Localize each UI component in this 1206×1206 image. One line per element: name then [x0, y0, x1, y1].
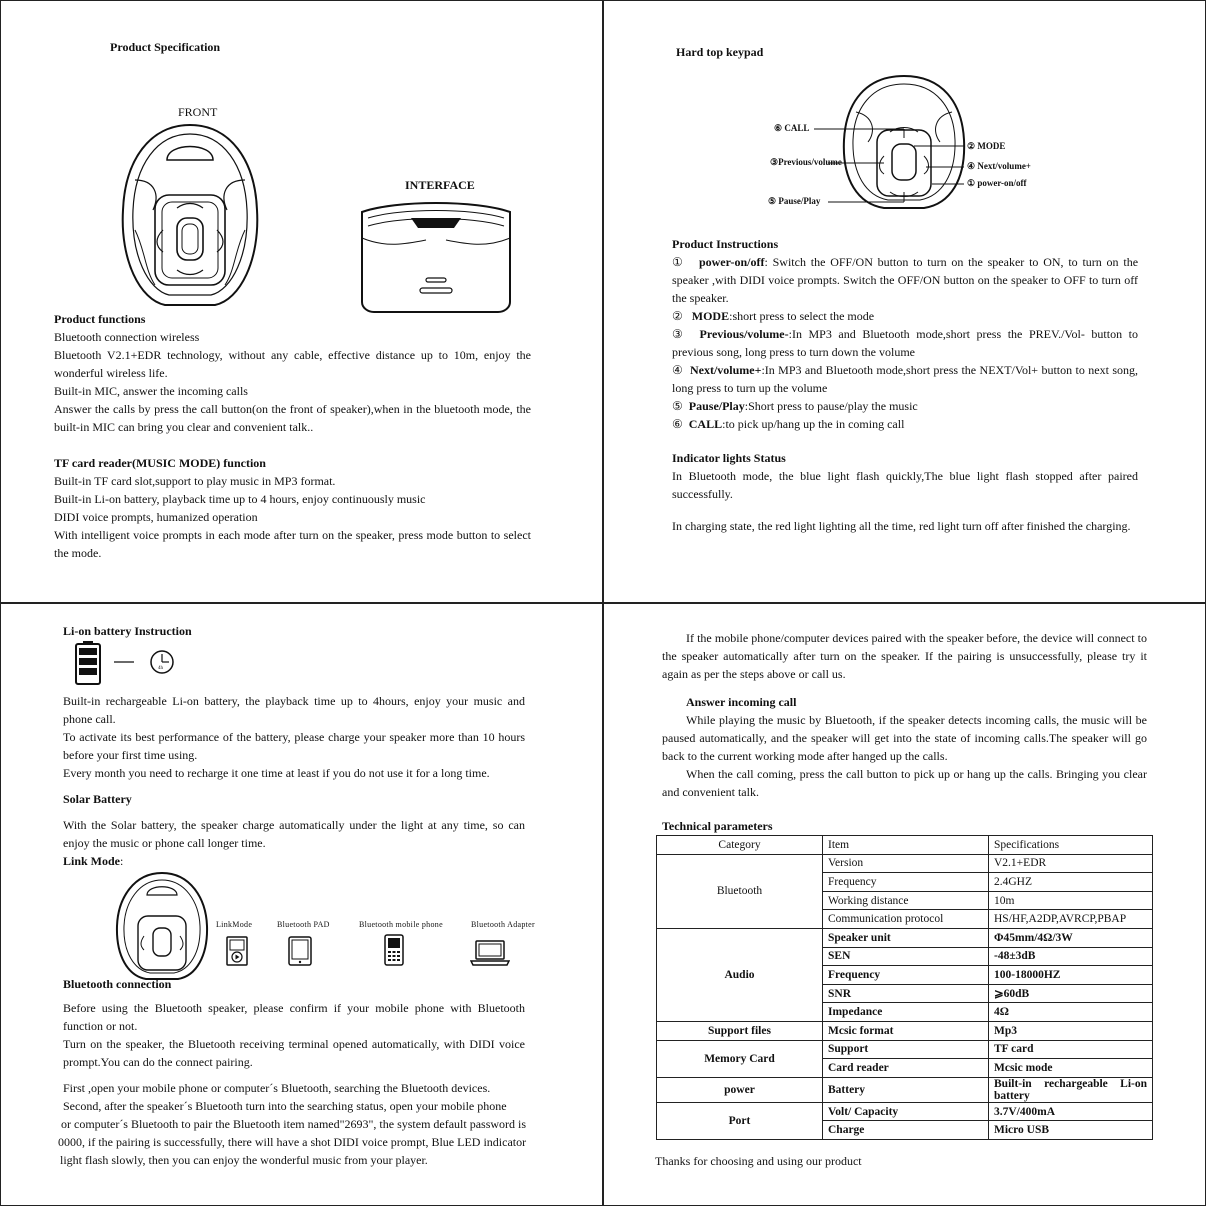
- thanks-note: Thanks for choosing and using our product: [655, 1154, 862, 1168]
- label-call: ⑥ CALL: [774, 123, 810, 133]
- instruction-pause: ⑤ Pause/Play:Short press to pause/play the music: [672, 399, 918, 413]
- call-section: [662, 629, 1147, 801]
- battery-line: Every month you need to recharge it one time at least if you do not use it for a long time.: [63, 766, 490, 780]
- table-row: [657, 1021, 1153, 1040]
- item-cell: SEN: [823, 947, 989, 966]
- indicator-charging: In charging state, the red light lighting all the time, red light turn off after finished the charging.: [672, 519, 1131, 533]
- mobile-phone-icon: [384, 934, 404, 966]
- quadrant-keypad-instructions: [604, 0, 1206, 602]
- tablet-icon: [288, 936, 312, 966]
- category-cell: Memory Card: [657, 1040, 823, 1077]
- item-cell: Charge: [823, 1121, 989, 1140]
- table-row: [657, 1040, 1153, 1059]
- link-mode-heading: Link Mode:: [63, 854, 124, 868]
- battery-line: Built-in rechargeable Li-on battery, the playback time up to 4hours, enjoy your music and phone call.: [63, 694, 525, 726]
- label-next: ④ Next/volume+: [967, 161, 1031, 171]
- tf-line: With intelligent voice prompts in each mode after turn on the speaker, press mode button to select the mode.: [54, 528, 531, 560]
- instruction-previous: ③ Previous/volume-:In MP3 and Bluetooth mode,short press the PREV./Vol- button to previous song, long press to turn down the volume: [672, 327, 1139, 359]
- instruction-mode: ② MODE:short press to select the mode: [672, 309, 875, 323]
- spec-cell: 2.4GHZ: [989, 873, 1153, 892]
- table-row: [657, 1102, 1153, 1121]
- functions-heading: Product functions: [54, 312, 146, 326]
- front-label: FRONT: [178, 105, 218, 119]
- spec-cell: Mp3: [989, 1021, 1153, 1040]
- link-label-phone: Bluetooth mobile phone: [359, 920, 443, 929]
- instructions-heading: Product Instructions: [672, 237, 779, 251]
- category-cell: Port: [657, 1102, 823, 1139]
- item-cell: SNR: [823, 984, 989, 1003]
- bt-step: or computer´s Bluetooth to pair the Bluetooth item named"2693", the system default password is: [61, 1117, 527, 1131]
- function-line: Bluetooth V2.1+EDR technology, without any cable, effective distance up to 10m, enjoy the wonderful wireless life.: [54, 348, 531, 380]
- instruction-next: ④ Next/volume+:In MP3 and Bluetooth mode,short press the NEXT/Vol+ button to next song, long press to turn up the volume: [672, 363, 1138, 395]
- speaker-front-illustration: [115, 120, 265, 310]
- item-cell: Frequency: [823, 966, 989, 985]
- spec-cell: Φ45mm/4Ω/3W: [989, 928, 1153, 947]
- label-pause-play: ⑤ Pause/Play: [768, 196, 821, 206]
- clock-label: 4h: [158, 666, 163, 671]
- indicator-heading: Indicator lights Status: [672, 451, 786, 465]
- tf-line: DIDI voice prompts, humanized operation: [54, 510, 258, 524]
- battery-text: [63, 692, 525, 870]
- spec-cell: Micro USB: [989, 1121, 1153, 1140]
- category-cell: power: [657, 1077, 823, 1102]
- bluetooth-connection-section: [63, 975, 525, 1071]
- link-label-pad: Bluetooth PAD: [277, 920, 330, 929]
- battery-line: To activate its best performance of the battery, please charge your speaker more than 10 hours before your first time using.: [63, 730, 525, 762]
- item-cell: Mcsic format: [823, 1021, 989, 1040]
- spec-cell: 100-18000HZ: [989, 966, 1153, 985]
- tf-line: Built-in Li-on battery, playback time up to 4 hours, enjoy continuously music: [54, 492, 426, 506]
- spec-cell: TF card: [989, 1040, 1153, 1059]
- item-cell: Communication protocol: [823, 910, 989, 929]
- spec-cell: -48±3dB: [989, 947, 1153, 966]
- item-cell: Card reader: [823, 1059, 989, 1078]
- item-cell: Frequency: [823, 873, 989, 892]
- tech-heading: Technical parameters: [662, 819, 773, 833]
- table-row: [657, 1077, 1153, 1102]
- bt-step: 0000, if the pairing is successfully, there will have a shot DIDI voice prompt, Blue LED indicator: [58, 1135, 527, 1149]
- product-instructions-section: [672, 235, 1138, 535]
- item-cell: Battery: [823, 1077, 989, 1102]
- function-line: Answer the calls by press the call button(on the front of speaker),when in the bluetooth mode, the built-in MIC can bring you clear and convenient talk..: [54, 402, 531, 434]
- speaker-interface-illustration: [356, 198, 516, 318]
- link-label-adapter: Bluetooth Adapter: [471, 920, 535, 929]
- answer-heading: Answer incoming call: [686, 695, 797, 709]
- pairing-intro: If the mobile phone/computer devices paired with the speaker before, the device will connect to the speaker automatically after turn on the speaker. If the pairing is unsuccessfully, please try it again as per the steps above or call us.: [662, 631, 1147, 681]
- spec-cell: V2.1+EDR: [989, 854, 1153, 873]
- spec-cell: HS/HF,A2DP,AVRCP,PBAP: [989, 910, 1153, 929]
- spec-cell: 4Ω: [989, 1003, 1153, 1022]
- header-item: Item: [823, 836, 989, 855]
- spec-cell: Built-in rechargeable Li-on battery: [989, 1077, 1153, 1102]
- interface-label: INTERFACE: [405, 178, 475, 192]
- bt-heading: Bluetooth connection: [63, 977, 172, 991]
- spec-cell: 3.7V/400mA: [989, 1102, 1153, 1121]
- solar-text: With the Solar battery, the speaker charge automatically under the light at any time, so can enjoy the music or phone call longer time.: [63, 818, 525, 850]
- quadrant-battery-bluetooth: [0, 604, 602, 1206]
- keypad-title: Hard top keypad: [676, 45, 764, 59]
- instruction-power: ① power-on/off: Switch the OFF/ON button to turn on the speaker to ON, to turn on the speaker ,with DIDI voice prompts. Switch the OFF/ON button on the speaker to OFF to turn off the speaker.: [672, 255, 1139, 305]
- bt-line: Before using the Bluetooth speaker, please confirm if your mobile phone with Bluetooth function or not.: [63, 1001, 525, 1033]
- item-cell: Impedance: [823, 1003, 989, 1022]
- tf-heading: TF card reader(MUSIC MODE) function: [54, 456, 266, 470]
- function-line: Bluetooth connection wireless: [54, 330, 200, 344]
- answer-paragraph: When the call coming, press the call button to pick up or hang up the calls. Bringing you clear and convenient talk.: [662, 767, 1147, 799]
- link-label-linkmode: LinkMode: [216, 920, 253, 929]
- category-cell: Audio: [657, 928, 823, 1021]
- tf-line: Built-in TF card slot,support to play music in MP3 format.: [54, 474, 336, 488]
- category-cell: Bluetooth: [657, 854, 823, 928]
- answer-paragraph: While playing the music by Bluetooth, if the speaker detects incoming calls, the music will be paused automatically, and the speaker will get into the state of incoming calls.The speaker will go back to the current working mode after hanged up the calls.: [662, 713, 1147, 763]
- laptop-icon: [470, 940, 510, 966]
- quadrant-technical-parameters: [604, 604, 1206, 1206]
- item-cell: Support: [823, 1040, 989, 1059]
- music-player-icon: [226, 936, 248, 966]
- battery-charge-icon: [74, 640, 184, 688]
- solar-heading: Solar Battery: [63, 792, 132, 806]
- spec-title: Product Specification: [110, 40, 221, 54]
- bt-line: Turn on the speaker, the Bluetooth receiving terminal opened automatically, with DIDI voice prompt.You can do the connect pairing.: [63, 1037, 525, 1069]
- bt-step: Second, after the speaker´s Bluetooth turn into the searching status, open your mobile phone: [63, 1099, 507, 1113]
- link-speaker-illustration: [112, 870, 212, 982]
- spec-cell: Mcsic mode: [989, 1059, 1153, 1078]
- battery-heading: Li-on battery Instruction: [63, 624, 192, 638]
- bt-step: First ,open your mobile phone or computer´s Bluetooth, searching the Bluetooth devices.: [63, 1081, 491, 1095]
- header-category: Category: [657, 836, 823, 855]
- product-functions-section: [54, 310, 531, 562]
- table-header-row: [657, 836, 1153, 855]
- quadrant-product-spec: [0, 0, 602, 602]
- spec-cell: ⩾60dB: [989, 984, 1153, 1003]
- item-cell: Working distance: [823, 891, 989, 910]
- function-line: Built-in MIC, answer the incoming calls: [54, 384, 248, 398]
- item-cell: Volt/ Capacity: [823, 1102, 989, 1121]
- item-cell: Version: [823, 854, 989, 873]
- label-previous: ③Previous/volume: [770, 157, 842, 167]
- spec-cell: 10m: [989, 891, 1153, 910]
- category-cell: Support files: [657, 1021, 823, 1040]
- bluetooth-steps: [58, 1079, 558, 1169]
- label-power: ① power-on/off: [967, 178, 1027, 188]
- label-mode: ② MODE: [967, 141, 1006, 151]
- table-row: [657, 854, 1153, 873]
- item-cell: Speaker unit: [823, 928, 989, 947]
- table-row: [657, 928, 1153, 947]
- technical-parameters-table: [656, 835, 1153, 1140]
- instruction-call: ⑥ CALL:to pick up/hang up the in coming call: [672, 417, 905, 431]
- header-spec: Specifications: [989, 836, 1153, 855]
- bt-step: light flash slowly, then you can enjoy the wonderful music from your player.: [60, 1153, 428, 1167]
- indicator-bluetooth: In Bluetooth mode, the blue light flash quickly,The blue light flash stopped after paired successfully.: [672, 469, 1138, 501]
